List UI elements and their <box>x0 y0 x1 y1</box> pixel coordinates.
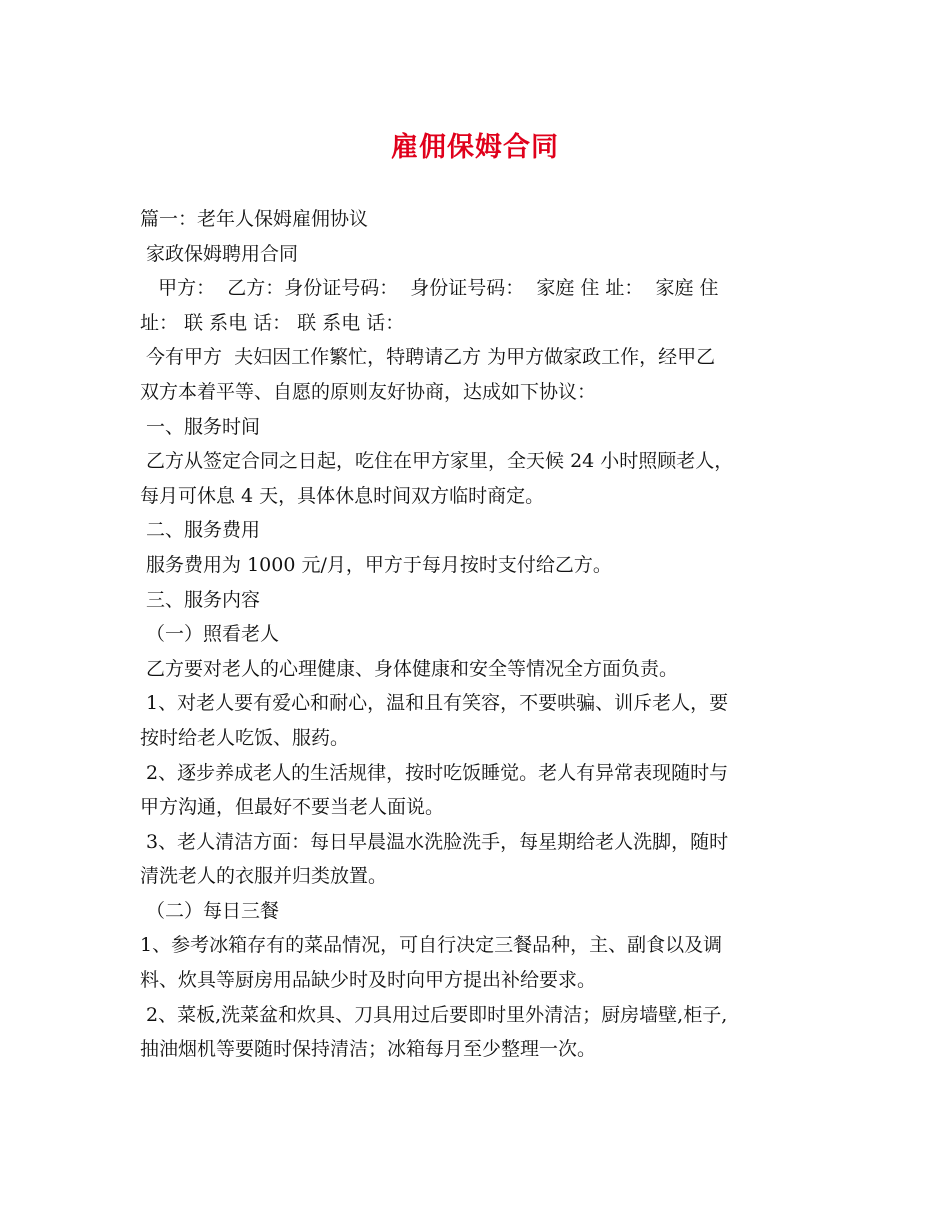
document-line: 乙方要对老人的心理健康、身体健康和安全等情况全方面负责。 <box>140 657 679 680</box>
document-line: 一、服务时间 <box>140 415 261 438</box>
document-body <box>140 202 820 1067</box>
document-line: 双方本着平等、自愿的原则友好协商，达成如下协议： <box>140 380 597 403</box>
document-line: 按时给老人吃饭、服药。 <box>140 726 350 749</box>
document-line: 甲方沟通，但最好不要当老人面说。 <box>140 796 445 819</box>
document-line: 抽油烟机等要随时保持清洁；冰箱每月至少整理一次。 <box>140 1038 597 1061</box>
document-line: 今有甲方 夫妇因工作繁忙，特聘请乙方 为甲方做家政工作，经甲乙 <box>140 346 716 369</box>
document-line: 每月可休息 4 天，具体休息时间双方临时商定。 <box>140 484 545 507</box>
document-line: 3、老人清洁方面：每日早晨温水洗脸洗手，每星期给老人洗脚，随时 <box>140 830 729 853</box>
document-line: 服务费用为 1000 元/月，甲方于每月按时支付给乙方。 <box>140 553 612 576</box>
document-line: （一）照看老人 <box>140 623 280 646</box>
document-line: 家政保姆聘用合同 <box>140 242 299 265</box>
document-line: 清洗老人的衣服并归类放置。 <box>140 865 388 888</box>
document-line: 乙方从签定合同之日起，吃住在甲方家里，全天候 24 小时照顾老人， <box>140 450 734 473</box>
document-line: 址： 联 系电 话： 联 系电 话： <box>140 311 405 334</box>
document-title: 雇佣保姆合同 <box>391 132 559 163</box>
document-line: 2、菜板,洗菜盆和炊具、刀具用过后要即时里外清洁；厨房墙壁,柜子, <box>140 1003 728 1026</box>
document-line: 篇一：老年人保姆雇佣协议 <box>140 208 369 230</box>
document-line: 甲方： 乙方：身份证号码： 身份证号码： 家庭 住 址： 家庭 住 <box>140 277 719 300</box>
document-line: 料、炊具等厨房用品缺少时及时向甲方提出补给要求。 <box>140 969 597 992</box>
document-line: 三、服务内容 <box>140 588 261 611</box>
document-line: 二、服务费用 <box>140 519 261 542</box>
document-line: （二）每日三餐 <box>140 899 280 922</box>
document-line: 2、逐步养成老人的生活规律，按时吃饭睡觉。老人有异常表现随时与 <box>140 761 729 784</box>
document-line: 1、参考冰箱存有的菜品情况，可自行决定三餐品种，主、副食以及调 <box>140 934 723 957</box>
document-line: 1、对老人要有爱心和耐心，温和且有笑容，不要哄骗、训斥老人，要 <box>140 692 729 715</box>
